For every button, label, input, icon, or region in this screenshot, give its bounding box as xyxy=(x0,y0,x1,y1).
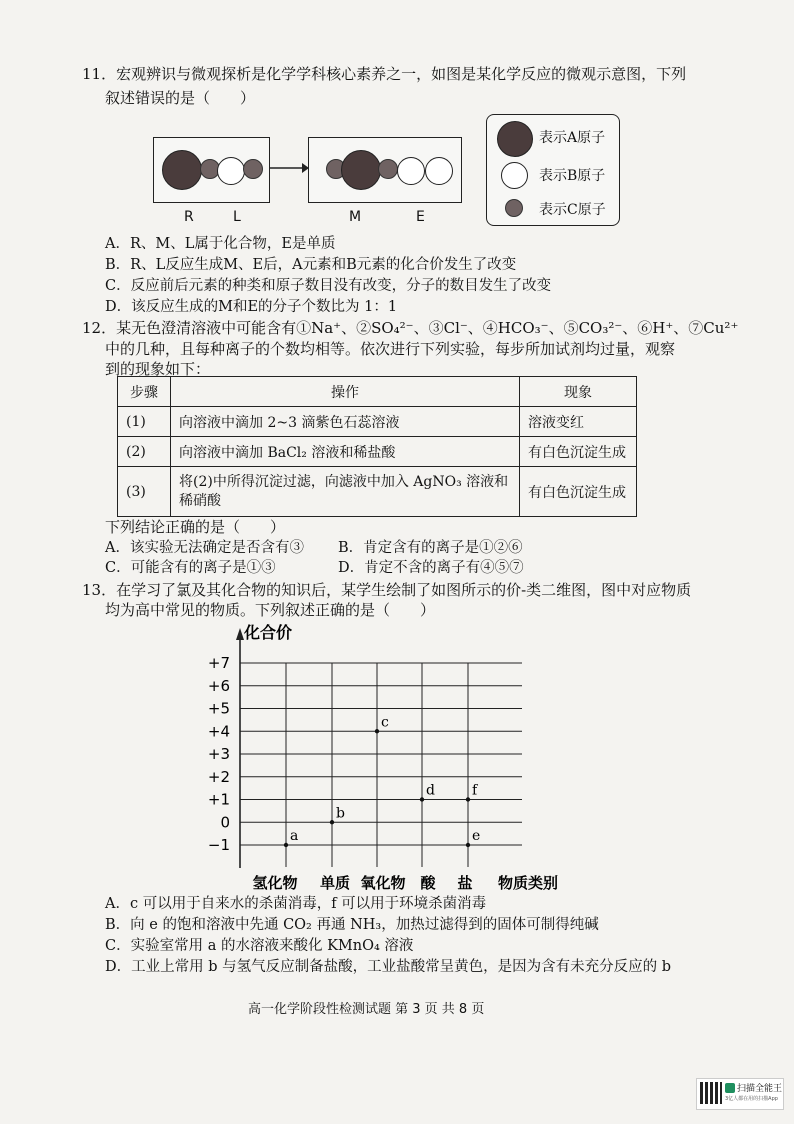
atom-b-icon xyxy=(217,157,245,185)
chart-point-label: e xyxy=(472,828,481,844)
chart-category-label: 酸 xyxy=(420,874,436,892)
chart-y-axis-arrow-icon xyxy=(236,628,244,640)
atom-c-icon xyxy=(243,159,263,179)
reactant-box xyxy=(153,137,270,203)
header-operation: 操作 xyxy=(171,377,520,407)
scanner-subtitle: 3亿人都在用的扫描App xyxy=(725,1096,778,1102)
q12-option-a: A．该实验无法确定是否含有③ xyxy=(105,540,304,556)
scanner-logo-icon xyxy=(725,1083,735,1093)
q13-stem-line1: 13．在学习了氯及其化合物的知识后，某学生绘制了如图所示的价-类二维图，图中对应物质 xyxy=(82,581,692,599)
chart-point-label: d xyxy=(426,782,435,799)
q11-option-a: A．R、M、L属于化合物，E是单质 xyxy=(105,236,336,252)
table-cell: (3) xyxy=(118,467,171,517)
valence-type-chart xyxy=(200,618,570,894)
q11-option-d: D．该反应生成的M和E的分子个数比为 1：1 xyxy=(105,299,398,315)
chart-y-tick-label: +3 xyxy=(207,745,230,763)
chart-point xyxy=(330,820,334,824)
q12-option-b: B．肯定含有的离子是①②⑥ xyxy=(338,540,523,556)
chart-category-label: 盐 xyxy=(457,874,473,892)
table-cell: (1) xyxy=(118,407,171,437)
scanner-watermark xyxy=(696,1078,784,1110)
chart-point-label: b xyxy=(336,805,345,822)
q12-stem-line1: 12．某无色澄清溶液中可能含有①Na⁺、②SO₄²⁻、③Cl⁻、④HCO₃⁻、⑤CO₃²⁻、⑥H⁺、⑦Cu²⁺ xyxy=(82,319,739,337)
table-cell: (2) xyxy=(118,437,171,467)
chart-y-tick-label: +4 xyxy=(207,722,230,741)
chart-category-label: 单质 xyxy=(319,874,351,892)
chart-y-tick-label: +5 xyxy=(207,699,230,718)
chart-point xyxy=(375,729,379,733)
header-step: 步骤 xyxy=(118,377,171,407)
table-row xyxy=(118,437,637,467)
chart-category-label: 氢化物 xyxy=(252,874,298,892)
legend-a-label: 表示A原子 xyxy=(539,130,606,146)
legend-atom-a-icon xyxy=(497,121,533,157)
q11-option-b: B．R、L反应生成M、E后，A元素和B元素的化合价发生了改变 xyxy=(105,257,517,273)
chart-category-label: 氧化物 xyxy=(360,874,406,892)
q13-option-b: B．向 e 的饱和溶液中先通 CO₂ 再通 NH₃，加热过滤得到的固体可制得纯碱 xyxy=(105,917,599,933)
chart-y-tick-label: 0 xyxy=(220,813,230,832)
table-cell: 有白色沉淀生成 xyxy=(520,437,637,467)
label-e: E xyxy=(416,209,425,225)
scanner-brand: 扫描全能王 xyxy=(737,1084,783,1094)
legend-atom-c-icon xyxy=(505,199,523,217)
atom-b-icon xyxy=(397,157,425,185)
product-box xyxy=(308,137,462,203)
q12-stem-line2: 中的几种，且每种离子的个数均相等。依次进行下列实验，每步所加试剂均过量，观察 xyxy=(105,340,676,358)
table-header-row xyxy=(118,377,637,407)
chart-point xyxy=(466,843,470,847)
q11-stem-line1: 11．宏观辨识与微观探析是化学学科核心素养之一，如图是某化学反应的微观示意图，下列 xyxy=(82,65,687,83)
chart-x-axis-label: 物质类别 xyxy=(498,874,559,892)
chart-y-axis-label: 化合价 xyxy=(244,623,293,642)
atom-c-icon xyxy=(378,159,398,179)
chart-y-tick-label: +2 xyxy=(207,767,230,786)
chart-y-tick-label: +6 xyxy=(207,676,230,695)
atom-legend xyxy=(486,114,620,226)
table-cell: 向溶液中滴加 2~3 滴紫色石蕊溶液 xyxy=(171,407,520,437)
table-cell: 将(2)中所得沉淀过滤，向滤液中加入 AgNO₃ 溶液和稀硝酸 xyxy=(171,467,520,517)
q11-stem-line2: 叙述错误的是（ ） xyxy=(105,89,256,107)
q13-option-a: A．c 可以用于自来水的杀菌消毒，f 可以用于环境杀菌消毒 xyxy=(105,896,487,912)
atom-a-icon xyxy=(162,150,202,190)
table-cell: 溶液变红 xyxy=(520,407,637,437)
chart-point xyxy=(466,797,470,801)
legend-atom-b-icon xyxy=(501,162,528,189)
legend-c-label: 表示C原子 xyxy=(539,202,606,218)
header-phenomenon: 现象 xyxy=(520,377,637,407)
table-cell: 有白色沉淀生成 xyxy=(520,467,637,517)
table-row xyxy=(118,467,637,517)
chart-point xyxy=(420,797,424,801)
label-m: M xyxy=(349,209,362,225)
chart-y-tick-label: +7 xyxy=(207,654,230,672)
atom-a-icon xyxy=(341,150,381,190)
q12-option-d: D．肯定不含的离子有④⑤⑦ xyxy=(338,560,524,576)
q13-stem-line2: 均为高中常见的物质。下列叙述正确的是（ ） xyxy=(105,601,436,619)
chart-y-tick-label: −1 xyxy=(207,836,230,854)
chart-point-label: c xyxy=(381,714,389,731)
chart-point-label: f xyxy=(472,782,478,799)
q12-option-c: C．可能含有的离子是①③ xyxy=(105,560,276,576)
q13-option-c: C．实验室常用 a 的水溶液来酸化 KMnO₄ 溶液 xyxy=(105,938,414,954)
table-row xyxy=(118,407,637,437)
reaction-arrow-icon xyxy=(268,160,310,176)
chart-y-tick-label: +1 xyxy=(207,790,230,809)
chart-point xyxy=(284,843,288,847)
label-r: R xyxy=(184,209,194,225)
q13-option-d: D．工业上常用 b 与氢气反应制备盐酸，工业盐酸常呈黄色，是因为含有未充分反应的 b xyxy=(105,959,672,975)
page-footer: 高一化学阶段性检测试题 第 3 页 共 8 页 xyxy=(248,1002,485,1017)
legend-b-label: 表示B原子 xyxy=(539,168,606,184)
q12-conclusion: 下列结论正确的是（ ） xyxy=(105,518,286,536)
experiment-table xyxy=(117,376,637,517)
table-cell: 向溶液中滴加 BaCl₂ 溶液和稀盐酸 xyxy=(171,437,520,467)
atom-b-icon xyxy=(425,157,453,185)
qr-code-icon xyxy=(700,1082,722,1104)
label-l: L xyxy=(233,209,241,225)
q12-stem-line3: 到的现象如下： xyxy=(105,360,211,378)
chart-point-label: a xyxy=(290,828,299,844)
q11-option-c: C．反应前后元素的种类和原子数目没有改变，分子的数目发生了改变 xyxy=(105,278,552,294)
